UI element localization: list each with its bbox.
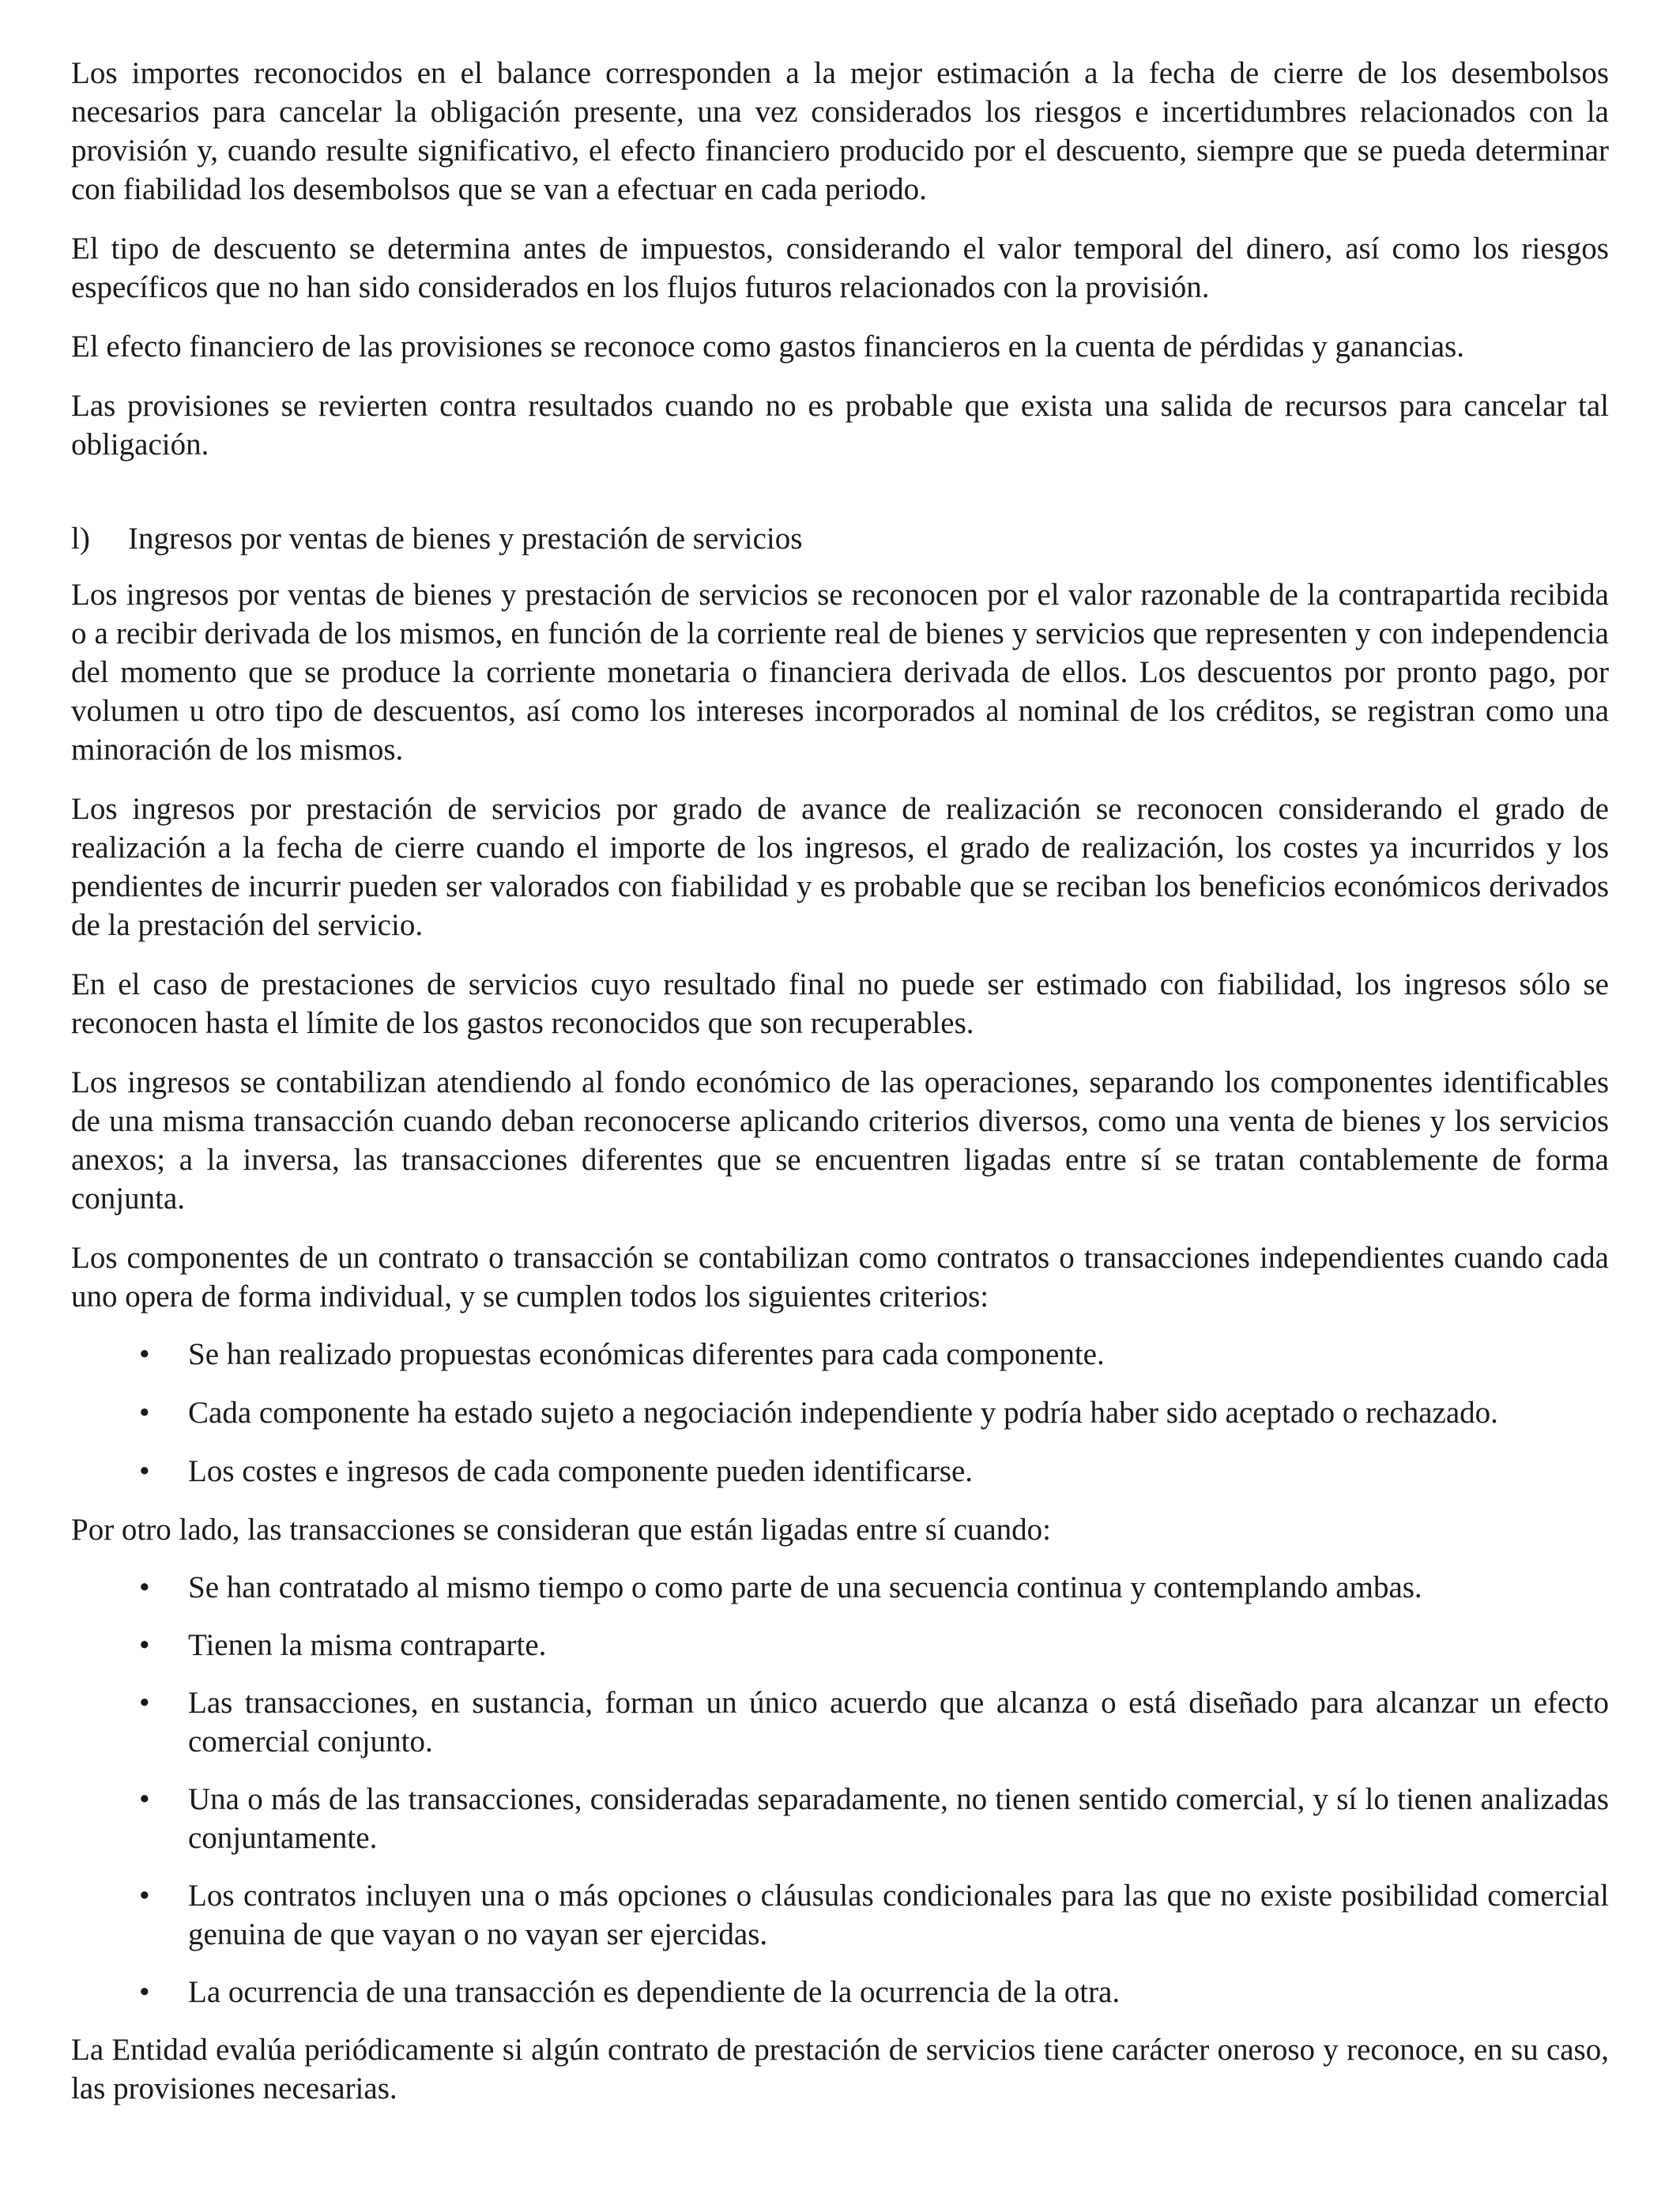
paragraph-contract-components: Los componentes de un contrato o transacción se contabilizan como contratos o transacciones independientes cuando cada uno opera de forma individual, y se cumplen todos los siguientes criterios: (71, 1241, 1609, 1314)
bullet-icon: • (139, 1337, 150, 1371)
list-item: • Cada componente ha estado sujeto a negociación independiente y podría haber sido aceptado o rechazado. (71, 1393, 1609, 1432)
bullet-icon: • (139, 1628, 150, 1662)
bullet-icon: • (139, 1782, 150, 1816)
bullet-icon: • (139, 1570, 150, 1604)
paragraph-linked-intro: Por otro lado, las transacciones se consideran que están ligadas entre sí cuando: (71, 1513, 1052, 1547)
paragraph-revenue-recognition: Los ingresos por ventas de bienes y prestación de servicios se reconocen por el valor razonable de la contrapartida recibida o a recibir derivada de los mismos, en función de la corriente real de bienes y servicios que representen y con independencia del momento que se produce la corriente monetaria o financiera derivada de ellos. Los descuentos por pronto pago, por volumen u otro tipo de descuentos, así como los intereses incorporados al nominal de los créditos, se registran como una minoración de los mismos. (71, 578, 1609, 767)
paragraph-discount-rate: El tipo de descuento se determina antes de impuestos, considerando el valor temporal del dinero, así como los riesgos específicos que no han sido considerados en los flujos futuros relacionados con la provisión. (71, 232, 1609, 304)
list-item: • Las transacciones, en sustancia, forman un único acuerdo que alcanza o está diseñado para alcanzar un efecto comercial conjunto. (71, 1683, 1609, 1761)
bullet-icon: • (139, 1975, 150, 2009)
paragraph-onerous-contracts: La Entidad evalúa periódicamente si algún contrato de prestación de servicios tiene carácter oneroso y reconoce, en su caso, las provisiones necesarias. (71, 2033, 1609, 2105)
bullet-icon: • (139, 1454, 150, 1488)
list-item: • La ocurrencia de una transacción es dependiente de la ocurrencia de la otra. (71, 1973, 1609, 2011)
bullet-icon: • (139, 1686, 150, 1720)
paragraph-provisions-reversal: Las provisiones se revierten contra resultados cuando no es probable que exista una salida de recursos para cancelar tal obligación. (71, 389, 1609, 462)
list-item: • Una o más de las transacciones, consideradas separadamente, no tienen sentido comercial, y sí lo tienen analizadas conjuntamente. (71, 1780, 1609, 1857)
linked-list (71, 1568, 1609, 2011)
paragraph-economic-substance: Los ingresos se contabilizan atendiendo al fondo económico de las operaciones, separando los componentes identificables de una misma transacción cuando deban reconocerse aplicando criterios diversos, como una venta de bienes y los servicios anexos; a la inversa, las transacciones diferentes que se encuentren ligadas entre sí se tratan contablemente de forma conjunta. (71, 1065, 1609, 1216)
list-item: • Se han realizado propuestas económicas diferentes para cada componente. (71, 1335, 1609, 1374)
paragraph-financial-effect: El efecto financiero de las provisiones se reconoce como gastos financieros en la cuenta de pérdidas y ganancias. (71, 330, 1464, 364)
paragraph-services-progress: Los ingresos por prestación de servicios por grado de avance de realización se reconocen considerando el grado de realización a la fecha de cierre cuando el importe de los ingresos, el grado de realización, los costes ya incurridos y los pendientes de incurrir pueden ser valorados con fiabilidad y es probable que se reciban los beneficios económicos derivados de la prestación del servicio. (71, 792, 1609, 942)
list-item: • Los costes e ingresos de cada componente pueden identificarse. (71, 1452, 1609, 1491)
bullet-icon: • (139, 1879, 150, 1913)
section-letter: l) (71, 522, 90, 556)
section-title: Ingresos por ventas de bienes y prestación de servicios (128, 522, 803, 556)
list-item: • Tienen la misma contraparte. (71, 1626, 1609, 1664)
document-page (71, 54, 1609, 2128)
bullet-icon: • (139, 1396, 150, 1430)
list-item: • Los contratos incluyen una o más opciones o cláusulas condicionales para las que no existe posibilidad comercial genuina de que vayan o no vayan ser ejercidas. (71, 1876, 1609, 1954)
criteria-list (71, 1335, 1609, 1491)
paragraph-services-unreliable: En el caso de prestaciones de servicios cuyo resultado final no puede ser estimado con fiabilidad, los ingresos sólo se reconocen hasta el límite de los gastos reconocidos que son recuperables. (71, 967, 1609, 1040)
paragraph-provisions-estimate: Los importes reconocidos en el balance corresponden a la mejor estimación a la fecha de cierre de los desembolsos necesarios para cancelar la obligación presente, una vez considerados los riesgos e incertidumbres relacionados con la provisión y, cuando resulte significativo, el efecto financiero producido por el descuento, siempre que se pueda determinar con fiabilidad los desembolsos que se van a efectuar en cada periodo. (71, 56, 1609, 206)
list-item: • Se han contratado al mismo tiempo o como parte de una secuencia continua y contemplando ambas. (71, 1568, 1609, 1607)
section-heading (71, 519, 1609, 558)
